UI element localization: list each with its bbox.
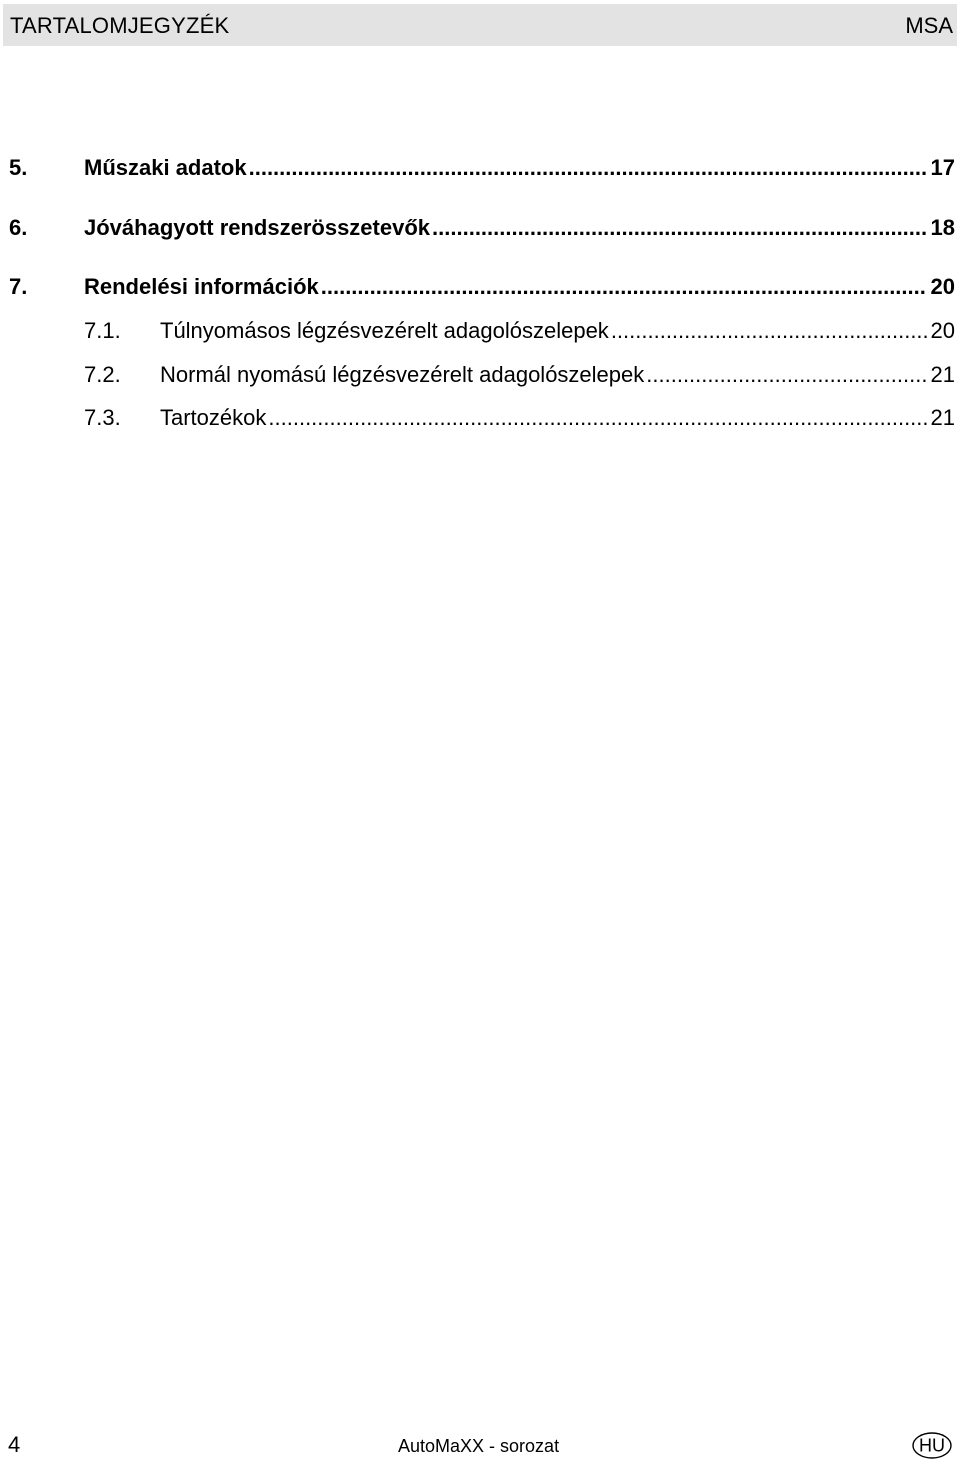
toc-entry-number: 6.: [9, 215, 28, 240]
toc-entry-7[interactable]: [9, 273, 955, 301]
badge-label: HU: [919, 1435, 945, 1456]
toc-entry-title: Műszaki adatok: [84, 155, 247, 180]
toc-leader-dots: [247, 154, 927, 182]
toc-entry-7-1[interactable]: [84, 317, 955, 345]
toc-entry-number: 5.: [9, 155, 28, 180]
language-badge: [912, 1432, 952, 1459]
toc-entry-title: Jóváhagyott rendszerösszetevők: [84, 215, 431, 240]
toc-entry-page: 21: [930, 362, 955, 387]
toc-leader-dots: [319, 273, 927, 301]
toc-entry-title: Rendelési információk: [84, 274, 319, 299]
toc-entry-number: 7.: [9, 274, 28, 299]
toc-entry-title: Normál nyomású légzésvezérelt adagolószelepek: [160, 362, 645, 387]
toc-leader-dots: [609, 317, 927, 345]
toc-entry-7-3[interactable]: [84, 404, 955, 432]
footer-page-number: 4: [8, 1432, 21, 1457]
toc-entry-page: 20: [930, 318, 955, 343]
footer-series-name: AutoMaXX - sorozat: [398, 1436, 560, 1456]
toc-entry-page: 17: [930, 155, 955, 180]
table-of-contents: [0, 0, 960, 460]
page-title: TARTALOMJEGYZÉK: [10, 13, 230, 38]
toc-entry-page: 20: [930, 274, 955, 299]
toc-entry-title: Túlnyomásos légzésvezérelt adagolószelepek: [160, 318, 609, 343]
toc-entry-page: 18: [930, 215, 955, 240]
toc-entry-6[interactable]: [9, 214, 955, 242]
brand-label: MSA: [905, 13, 953, 38]
toc-entry-number: 7.2.: [84, 362, 121, 387]
toc-leader-dots: [266, 404, 926, 432]
toc-leader-dots: [430, 214, 926, 242]
toc-entry-7-2[interactable]: [84, 361, 955, 389]
toc-entry-5[interactable]: [9, 154, 955, 182]
toc-entry-number: 7.3.: [84, 405, 121, 430]
toc-entry-page: 21: [930, 405, 955, 430]
toc-entry-number: 7.1.: [84, 318, 121, 343]
toc-leader-dots: [644, 361, 926, 389]
toc-entry-title: Tartozékok: [160, 405, 267, 430]
